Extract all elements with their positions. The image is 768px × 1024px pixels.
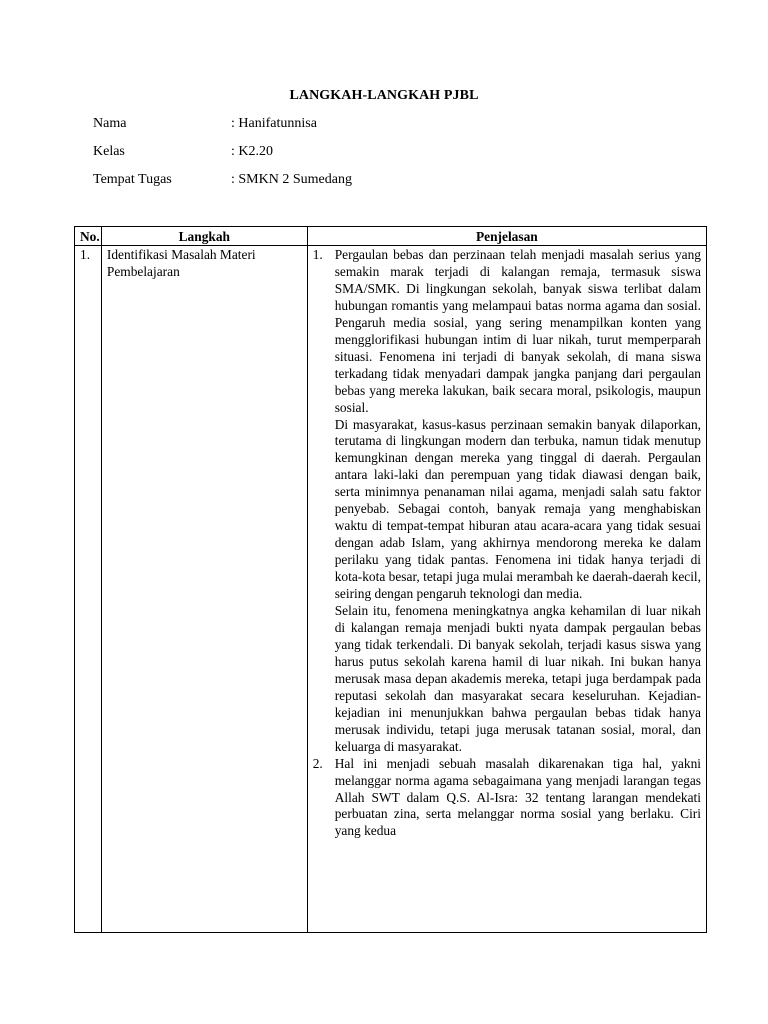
document-title: LANGKAH-LANGKAH PJBL [289, 88, 479, 103]
info-value: : K2.20 [231, 144, 273, 159]
row-step: Identifikasi Masalah Materi Pembelajaran [101, 246, 307, 933]
paragraph: Pergaulan bebas dan perzinaan telah menjadi masalah serius yang semakin marak terjadi di kalangan remaja, termasuk siswa SMA/SMK. Di lingkungan sekolah, banyak siswa terlibat dalam hubungan romantis yang melampaui batas norma agama dan sosial. Pengaruh media sosial, yang sering menampilkan konten yang mengglorifikasi hubungan intim di luar nikah, turut memperparah situasi. Fenomena ini terjadi di banyak sekolah, di mana siswa terkadang tidak menyadari dampak jangka panjang dari pergaulan bebas yang mereka lakukan, baik secara moral, psikologis, maupun sosial. [334, 247, 701, 415]
info-row-name [93, 115, 352, 143]
steps-table [74, 226, 707, 933]
info-row-workplace [93, 171, 352, 199]
item-number: 1. [312, 247, 323, 262]
info-value: : SMKN 2 Sumedang [231, 172, 352, 187]
header-step: Langkah [101, 227, 307, 246]
explanation-item [313, 247, 701, 756]
header-no: No. [75, 227, 102, 246]
row-explanation [307, 246, 706, 933]
table-row [75, 246, 707, 933]
paragraph: Selain itu, fenomena meningkatnya angka kehamilan di luar nikah di kalangan remaja menjadi bukti nyata dampak pergaulan bebas yang tidak terkendali. Di banyak sekolah, terjadi kasus siswa yang harus putus sekolah karena hamil di luar nikah. Ini bukan hanya merusak masa depan akademis mereka, tetapi juga berdampak pada reputasi sekolah dan masyarakat secara keseluruhan. Kejadian-kejadian ini menunjukkan bahwa pergaulan bebas tidak hanya merusak individu, tetapi juga merusak tatanan sosial, moral, dan keluarga di masyarakat. [334, 603, 701, 754]
paragraph: Di masyarakat, kasus-kasus perzinaan semakin banyak dilaporkan, terutama di lingkungan modern dan terbuka, namun tidak menutup kemungkinan dengan mereka yang tinggal di daerah. Pergaulan antara laki-laki dan perempuan yang tidak diawasi dengan baik, serta minimnya penanaman nilai agama, menjadi salah satu faktor penyebab. Sebagai contoh, banyak remaja yang menghabiskan waktu di tempat-tempat hiburan atau acara-acara yang tidak sesuai dengan adab Islam, yang akhirnya mendorong mereka ke dalam perilaku yang tidak pantas. Fenomena ini tidak hanya terjadi di kota-kota besar, tetapi juga mulai merambah ke daerah-daerah kecil, seiring dengan pengaruh teknologi dan media. [334, 416, 701, 602]
item-number: 2. [312, 755, 323, 771]
explanation-item [313, 756, 701, 841]
identity-info [93, 115, 352, 199]
row-number: 1. [75, 246, 102, 933]
explanation-content [313, 247, 701, 932]
header-explanation: Penjelasan [307, 227, 706, 246]
table-header-row [75, 227, 707, 246]
paragraph: Hal ini menjadi sebuah masalah dikarenakan tiga hal, yakni melanggar norma agama sebagaimana yang menjadi larangan tegas Allah SWT dalam Q.S. Al-Isra: 32 tentang larangan mendekati perbuatan zina, serta melanggar norma sosial yang berlaku. Ciri yang kedua [334, 755, 701, 839]
info-label: Nama [93, 116, 127, 131]
info-value: : Hanifatunnisa [231, 116, 317, 131]
info-row-class [93, 143, 352, 171]
info-label: Tempat Tugas [93, 172, 172, 187]
info-label: Kelas [93, 144, 125, 159]
